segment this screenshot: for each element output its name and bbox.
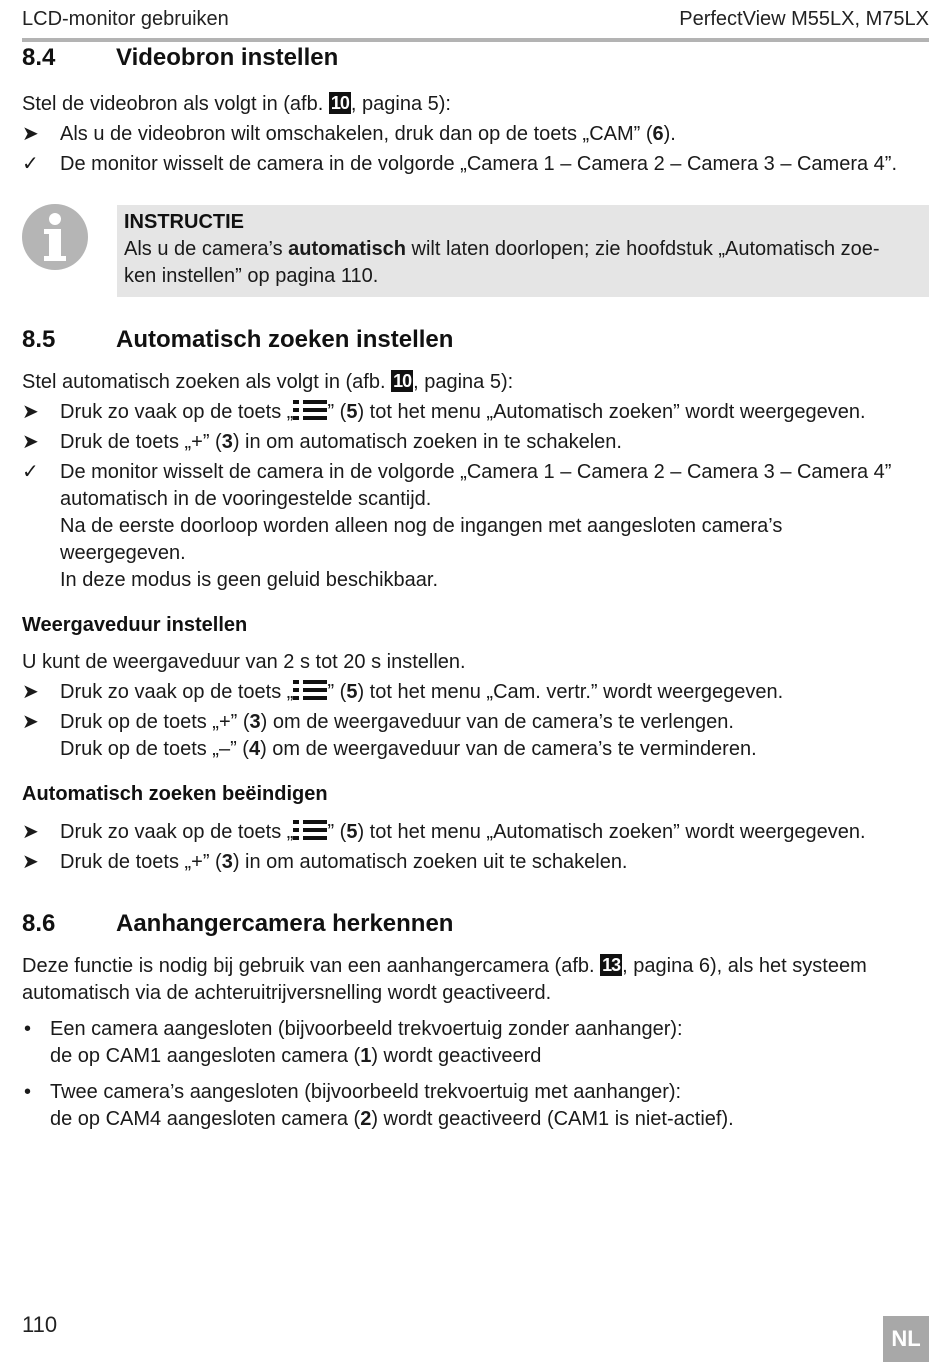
menu-icon bbox=[293, 819, 327, 841]
arrow-icon: ➤ bbox=[22, 851, 39, 873]
bullet-icon: • bbox=[24, 1018, 32, 1040]
figure-reference: 10 bbox=[330, 93, 349, 113]
check-icon: ✓ bbox=[22, 461, 39, 483]
check-icon: ✓ bbox=[22, 153, 39, 175]
arrow-icon: ➤ bbox=[22, 681, 39, 703]
note-title: INSTRUCTIE bbox=[124, 211, 244, 233]
section-heading-8-5: 8.5 Automatisch zoeken instellen bbox=[22, 326, 454, 353]
arrow-icon: ➤ bbox=[22, 821, 39, 843]
section-heading-8-6: 8.6 Aanhangercamera herkennen bbox=[22, 910, 454, 937]
menu-icon bbox=[293, 679, 327, 701]
figure-reference: 13 bbox=[602, 955, 621, 975]
arrow-icon: ➤ bbox=[22, 711, 39, 733]
paragraph: Stel de videobron als volgt in (afb. 10 , pagina 5): bbox=[22, 93, 451, 115]
arrow-icon: ➤ bbox=[22, 401, 39, 423]
subheading-duration: Weergaveduur instellen bbox=[22, 614, 248, 636]
running-header-right: PerfectView M55LX, M75LX bbox=[679, 8, 929, 30]
arrow-icon: ➤ bbox=[22, 431, 39, 453]
menu-icon bbox=[293, 399, 327, 421]
paragraph: Stel automatisch zoeken als volgt in (afb. 10 , pagina 5): bbox=[22, 371, 514, 393]
arrow-icon: ➤ bbox=[22, 123, 39, 145]
header-divider bbox=[22, 38, 929, 42]
info-icon bbox=[22, 204, 88, 270]
figure-reference: 10 bbox=[393, 371, 412, 391]
section-heading-8-4: 8.4 Videobron instellen bbox=[22, 44, 339, 71]
subheading-stop: Automatisch zoeken beëindigen bbox=[22, 783, 328, 805]
language-badge: NL bbox=[883, 1316, 929, 1362]
bullet-icon: • bbox=[24, 1081, 32, 1103]
paragraph: Deze functie is nodig bij gebruik van een aanhangercamera (afb. 13 , pagina 6), als het systeem automatisch via de achteruitrijversnelling wordt geactiveerd. bbox=[22, 955, 867, 1004]
page-number: 110 bbox=[22, 1312, 58, 1337]
note-text: Als u de camera’s automatisch wilt laten doorlopen; zie hoofdstuk „Automatisch zoe- ken instellen” op pagina 110. bbox=[124, 238, 880, 287]
instruction-note bbox=[117, 205, 929, 297]
paragraph: U kunt de weergaveduur van 2 s tot 20 s instellen. bbox=[22, 651, 466, 673]
running-header-left: LCD-monitor gebruiken bbox=[22, 8, 229, 30]
